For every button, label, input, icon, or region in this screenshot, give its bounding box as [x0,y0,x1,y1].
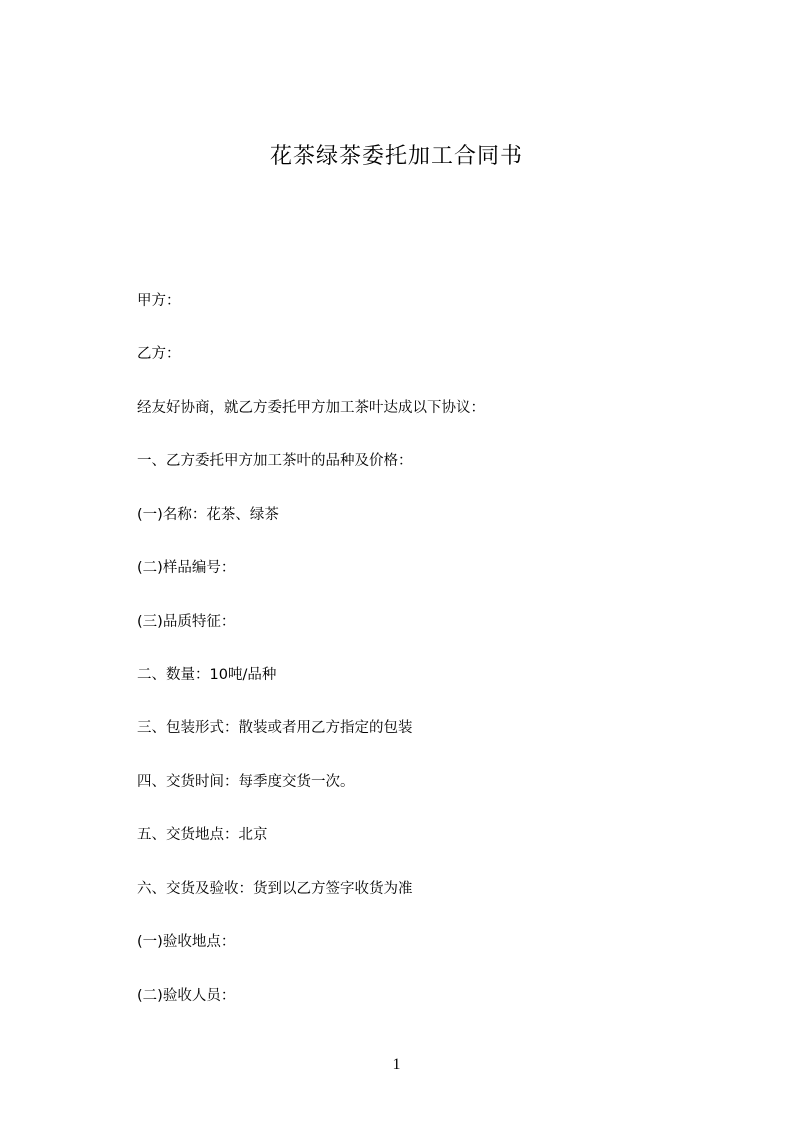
party-b-line: 乙方： [137,346,181,362]
clause-1-heading: 一、乙方委托甲方加工茶叶的品种及价格： [137,453,413,469]
clause-4-line: 四、交货时间：每季度交货一次。 [137,774,355,790]
clause-6-item-2: (二)验收人员： [137,988,236,1004]
clause-3-line: 三、包装形式：散装或者用乙方指定的包装 [137,720,413,736]
clause-5-line: 五、交货地点：北京 [137,827,268,843]
clause-6-heading: 六、交货及验收：货到以乙方签字收货为准 [137,881,413,897]
page-number: 1 [392,1056,401,1073]
clause-1-item-3: (三)品质特征： [137,614,236,630]
clause-6-item-1: (一)验收地点： [137,934,236,950]
clause-2-line: 二、数量：10吨/品种 [137,667,277,683]
document-title: 花茶绿茶委托加工合同书 [269,144,523,169]
clause-1-item-1: (一)名称：花茶、绿茶 [137,507,279,523]
preamble-line: 经友好协商，就乙方委托甲方加工茶叶达成以下协议： [137,400,485,416]
clause-1-item-2: (二)样品编号： [137,560,236,576]
party-a-line: 甲方： [137,293,181,309]
